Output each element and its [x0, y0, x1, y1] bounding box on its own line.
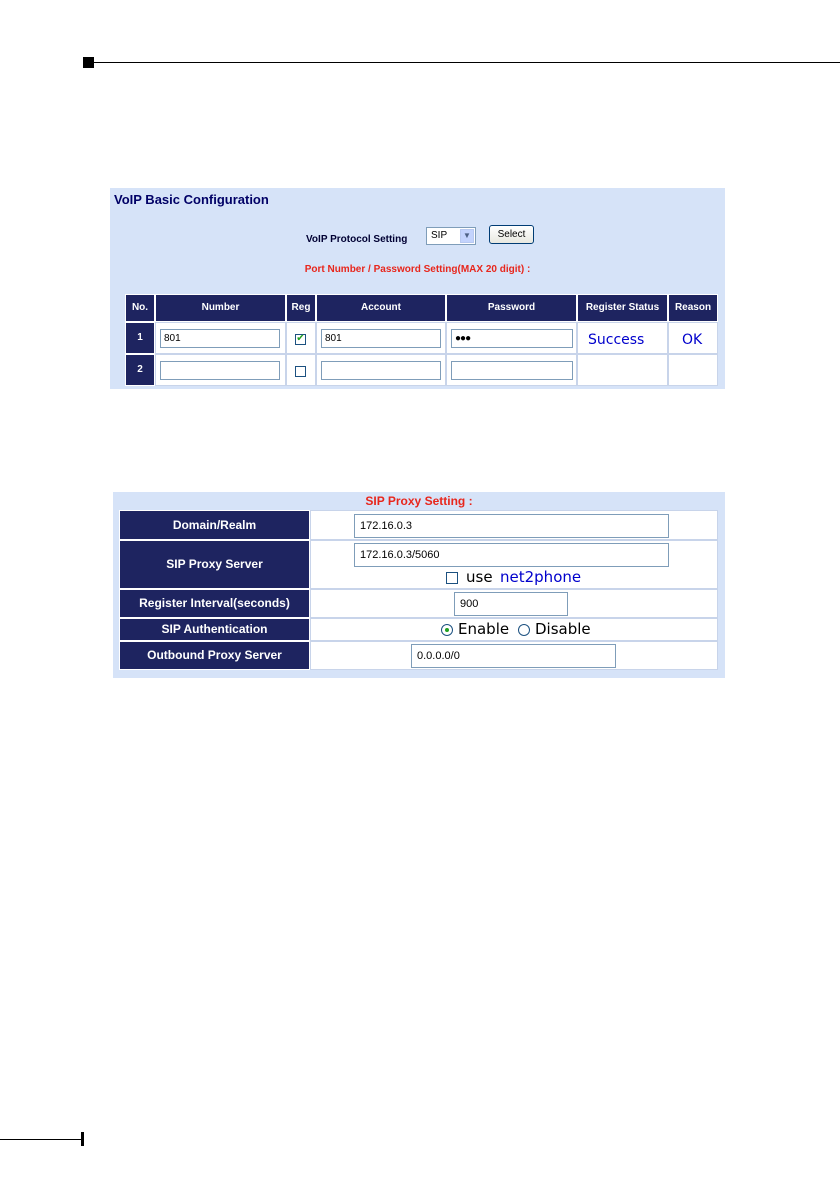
column-header-number: Number	[155, 294, 286, 322]
reg-checkbox[interactable]	[295, 366, 306, 377]
header-rule	[94, 62, 840, 63]
sip-authentication-label: SIP Authentication	[119, 618, 310, 641]
row-number-cell: 2	[125, 354, 155, 386]
sip-proxy-server-label: SIP Proxy Server	[119, 540, 310, 589]
auth-enable-label: Enable	[458, 620, 510, 638]
number-input[interactable]: 801	[160, 329, 280, 348]
register-interval-input[interactable]: 900	[454, 592, 568, 616]
table-cell	[668, 354, 718, 386]
register-status-text: Success	[588, 332, 645, 348]
table-cell	[316, 322, 446, 354]
domain-realm-row	[119, 510, 718, 540]
outbound-proxy-row	[119, 641, 718, 670]
protocol-selected-value: SIP	[431, 230, 448, 241]
sip-proxy-server-row	[119, 540, 718, 589]
table-cell	[577, 354, 668, 386]
table-cell	[446, 322, 577, 354]
protocol-label: VoIP Protocol Setting	[306, 234, 408, 245]
sip-proxy-setting-panel	[113, 492, 725, 678]
outbound-proxy-input[interactable]: 0.0.0.0/0	[411, 644, 616, 668]
chevron-down-icon[interactable]: ▼	[460, 229, 474, 243]
outbound-proxy-value-cell	[310, 641, 718, 670]
voip-basic-configuration-panel	[110, 188, 725, 389]
domain-realm-label: Domain/Realm	[119, 510, 310, 540]
reason-text: OK	[682, 332, 703, 348]
sip-proxy-server-input[interactable]: 172.16.0.3/5060	[354, 543, 669, 567]
sip-authentication-row	[119, 618, 718, 641]
number-input[interactable]	[160, 361, 280, 380]
auth-enable-radio[interactable]	[441, 624, 453, 636]
radio-selected-dot	[445, 628, 449, 632]
header-marker	[83, 57, 94, 68]
footer-rule	[0, 1139, 82, 1140]
domain-realm-value-cell	[310, 510, 718, 540]
outbound-proxy-label: Outbound Proxy Server	[119, 641, 310, 670]
account-input[interactable]	[321, 361, 441, 380]
column-header-account: Account	[316, 294, 446, 322]
password-input[interactable]: ●●●	[451, 329, 573, 348]
sip-proxy-server-value-cell	[310, 540, 718, 589]
panel-title: SIP Proxy Setting :	[365, 494, 473, 508]
select-button[interactable]: Select	[489, 225, 534, 244]
auth-disable-radio[interactable]	[518, 624, 530, 636]
table-cell	[155, 322, 286, 354]
column-header-reason: Reason	[668, 294, 718, 322]
table-cell	[316, 354, 446, 386]
account-input[interactable]: 801	[321, 329, 441, 348]
panel-title: VoIP Basic Configuration	[114, 192, 269, 207]
table-cell	[577, 322, 668, 354]
column-header-password: Password	[446, 294, 577, 322]
table-cell	[286, 354, 316, 386]
row-number-cell: 1	[125, 322, 155, 354]
port-password-heading: Port Number / Password Setting(MAX 20 digit) :	[304, 264, 531, 275]
net2phone-brand-label: net2phone	[500, 568, 582, 586]
table-cell	[446, 354, 577, 386]
column-header-register-status: Register Status	[577, 294, 668, 322]
register-interval-value-cell	[310, 589, 718, 618]
password-input[interactable]	[451, 361, 573, 380]
table-cell	[155, 354, 286, 386]
register-interval-row	[119, 589, 718, 618]
domain-realm-input[interactable]: 172.16.0.3	[354, 514, 669, 538]
auth-disable-label: Disable	[535, 620, 591, 638]
reg-checkbox-checked[interactable]: ✔	[296, 333, 305, 344]
use-label: use	[466, 568, 493, 586]
register-interval-label: Register Interval(seconds)	[119, 589, 310, 618]
table-cell	[668, 322, 718, 354]
column-header-no: No.	[125, 294, 155, 322]
use-net2phone-checkbox[interactable]	[446, 572, 458, 584]
sip-authentication-value-cell	[310, 618, 718, 641]
table-cell	[286, 322, 316, 354]
column-header-reg: Reg	[286, 294, 316, 322]
protocol-select[interactable]	[426, 227, 476, 245]
